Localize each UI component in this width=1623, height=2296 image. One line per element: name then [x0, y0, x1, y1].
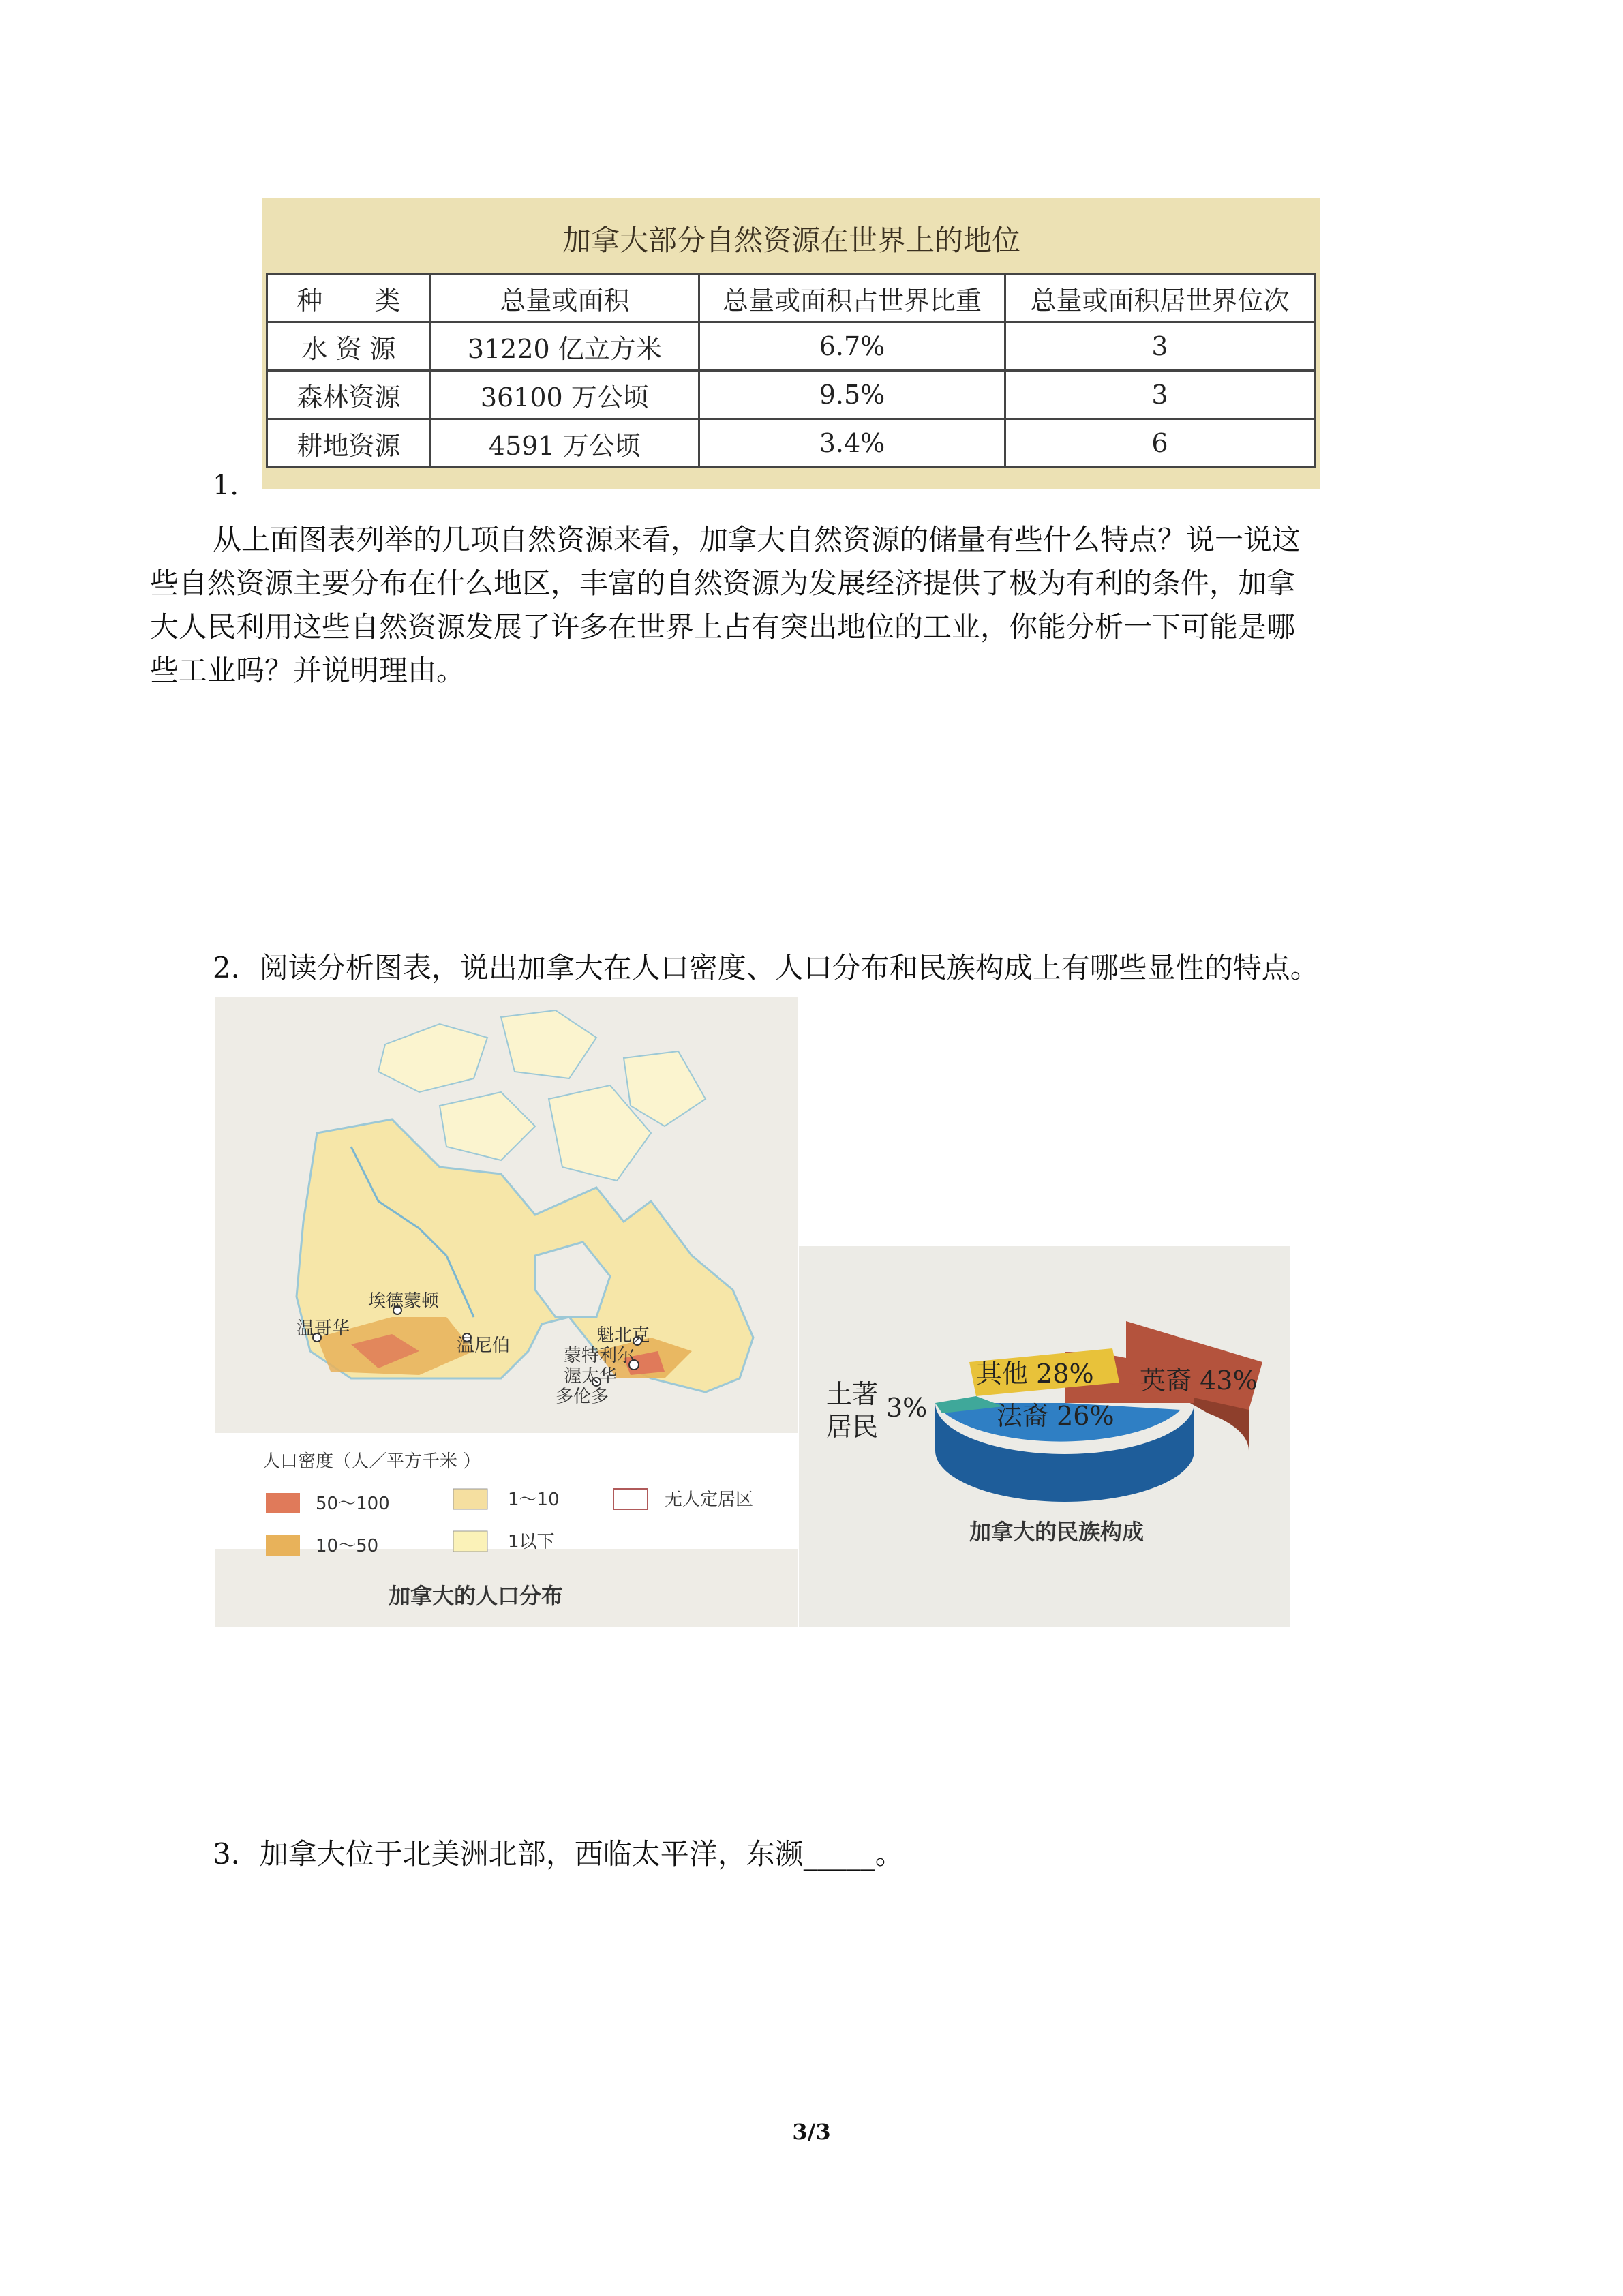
table-cell: 4591 万公顷 [430, 419, 699, 468]
pie-label-english: 英裔 43% [1140, 1365, 1258, 1395]
header-cell: 总量或面积占世界比重 [699, 274, 1005, 322]
table-cell: 31220 亿立方米 [430, 322, 699, 371]
pie-label-indigenous-1: 土著 [826, 1379, 879, 1409]
table-row [267, 322, 1315, 371]
legend-label: 1～10 [508, 1490, 560, 1510]
population-map-figure [215, 997, 798, 1627]
city-label: 魁北克 [596, 1325, 650, 1346]
table-row [267, 419, 1315, 468]
header-cell: 总量或面积居世界位次 [1005, 274, 1315, 322]
city-label: 埃德蒙顿 [368, 1291, 440, 1312]
table-cell: 9.5% [699, 371, 1005, 419]
legend-swatch [266, 1535, 300, 1556]
pie-label-indigenous-2: 居民 [826, 1412, 879, 1442]
legend-swatch [453, 1531, 487, 1552]
question-3-text: 3．加拿大位于北美洲北部，西临太平洋，东濒_____。 [213, 1837, 904, 1871]
table-cell: 水 资 源 [267, 322, 431, 371]
q1-line: 从上面图表列举的几项自然资源来看，加拿大自然资源的储量有些什么特点？说一说这 [213, 523, 1301, 556]
pie-label-indigenous-value: 3% [886, 1393, 928, 1423]
table-cell: 3 [1005, 322, 1315, 371]
pie-caption: 加拿大的民族构成 [969, 1519, 1144, 1545]
legend-title: 人口密度（人／平方千米 ） [262, 1451, 481, 1472]
table-cell: 6.7% [699, 322, 1005, 371]
resources-table-figure [262, 198, 1320, 489]
ethnic-pie-figure [799, 1246, 1290, 1627]
table-cell: 3.4% [699, 419, 1005, 468]
map-caption: 加拿大的人口分布 [389, 1583, 564, 1609]
city-label: 蒙特利尔 [564, 1346, 635, 1366]
table-title: 加拿大部分自然资源在世界上的地位 [562, 224, 1020, 257]
question-1-number: 1． [213, 470, 258, 501]
city-label: 多伦多 [556, 1387, 609, 1407]
table-cell: 36100 万公顷 [430, 371, 699, 419]
table-cell: 6 [1005, 419, 1315, 468]
canada-map [215, 997, 798, 1627]
header-cell: 总量或面积 [430, 274, 699, 322]
legend-swatch [266, 1493, 300, 1513]
q1-line: 些自然资源主要分布在什么地区，丰富的自然资源为发展经济提供了极为有利的条件，加拿 [150, 567, 1296, 600]
table-cell: 森林资源 [267, 371, 431, 419]
legend-label: 10～50 [316, 1536, 379, 1556]
pie-label-french: 法裔 26% [997, 1401, 1114, 1431]
legend-label: 1以下 [508, 1532, 555, 1552]
table-row [267, 371, 1315, 419]
table-cell: 耕地资源 [267, 419, 431, 468]
question-1-text [150, 518, 1486, 693]
legend-label: 无人定居区 [665, 1490, 754, 1510]
legend-swatch [453, 1489, 487, 1509]
legend-swatch [613, 1489, 648, 1509]
question-2-text: 2．阅读分析图表，说出加拿大在人口密度、人口分布和民族构成上有哪些显性的特点。 [213, 951, 1319, 984]
resources-table [266, 273, 1316, 468]
page-number: 3/3 [792, 2119, 831, 2145]
q1-line: 大人民利用这些自然资源发展了许多在世界上占有突出地位的工业，你能分析一下可能是哪 [150, 610, 1296, 644]
city-label: 渥太华 [564, 1366, 618, 1387]
city-label: 温尼伯 [457, 1335, 511, 1356]
table-header-row [267, 274, 1315, 322]
header-cell: 种 类 [267, 274, 431, 322]
city-label: 温哥华 [297, 1318, 350, 1339]
q1-line: 些工业吗？并说明理由。 [150, 654, 466, 687]
pie-label-other: 其他 28% [976, 1359, 1094, 1389]
ethnic-pie-chart [799, 1246, 1290, 1627]
table-cell: 3 [1005, 371, 1315, 419]
legend-label: 50～100 [316, 1494, 390, 1514]
